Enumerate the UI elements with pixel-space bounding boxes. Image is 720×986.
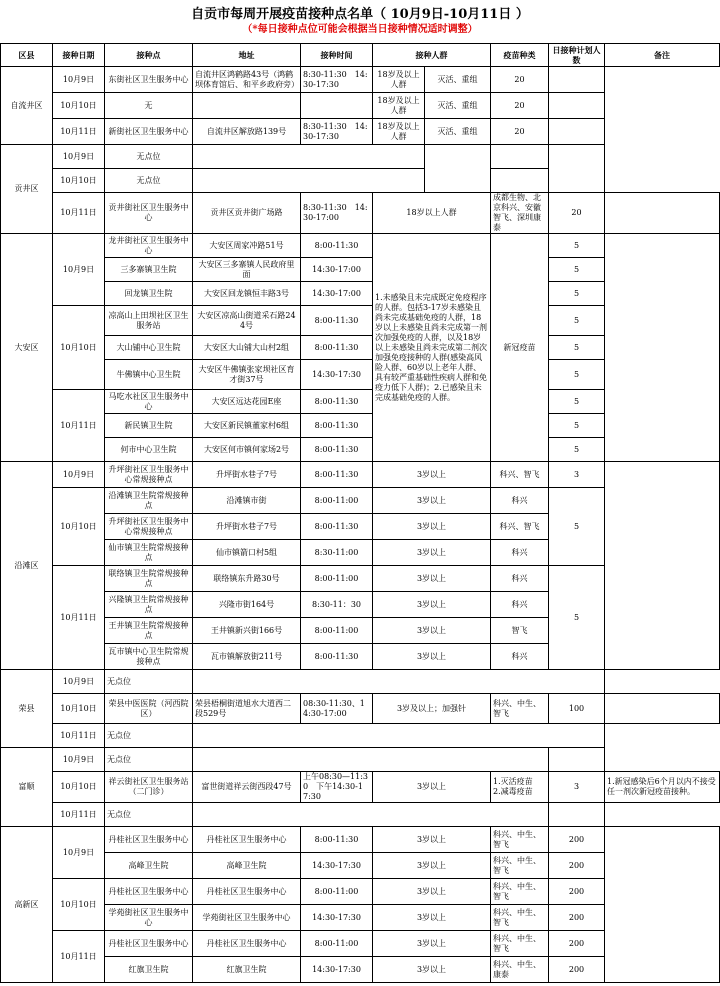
table-cell: 10月11日 bbox=[53, 193, 105, 234]
page-header bbox=[0, 0, 720, 37]
table-cell: 王井镇卫生院常规接种点 bbox=[105, 618, 193, 644]
table-cell: 大安区凉高山街道采石路244号 bbox=[193, 306, 301, 336]
table-cell: 20 bbox=[491, 67, 549, 93]
table-row bbox=[1, 145, 720, 169]
table-row bbox=[1, 803, 720, 827]
table-cell: 科兴 bbox=[491, 592, 549, 618]
table-cell: 大安区周家冲路51号 bbox=[193, 234, 301, 258]
table-cell: 10月9日 bbox=[53, 670, 105, 694]
table-cell: 3岁以上 bbox=[373, 772, 491, 803]
table-cell: 大安区三多寨镇人民政府里面 bbox=[193, 258, 301, 282]
table-row bbox=[1, 234, 720, 258]
table-row bbox=[1, 670, 720, 694]
table-cell: 18岁及以上人群 bbox=[373, 67, 425, 93]
table-cell bbox=[549, 145, 605, 193]
table-cell: 王井镇新兴街166号 bbox=[193, 618, 301, 644]
table-cell: 8:00-11:00 bbox=[301, 566, 373, 592]
table-cell: 8:00-11:00 bbox=[301, 879, 373, 905]
table-cell: 沿滩镇市街 bbox=[193, 488, 301, 514]
page-subtitle: （*每日接种点位可能会根据当日接种情况适时调整） bbox=[242, 24, 478, 35]
table-cell: 升坪街社区卫生服务中心常规接种点 bbox=[105, 514, 193, 540]
table-cell: 8:00-11:30 bbox=[301, 462, 373, 488]
table-cell: 200 bbox=[549, 879, 605, 905]
table-cell: 5 bbox=[549, 258, 605, 282]
table-cell: 瓦市镇解放街211号 bbox=[193, 644, 301, 670]
table-cell bbox=[193, 803, 549, 827]
table-cell: 20 bbox=[549, 193, 605, 234]
table-cell: 8:30-11：30 bbox=[301, 592, 373, 618]
table-cell: 1.新冠感染后6个月以内不接受任一剂次新冠疫苗接种。 bbox=[605, 772, 720, 803]
table-cell bbox=[301, 93, 373, 119]
table-cell: 3岁以上 bbox=[373, 566, 491, 592]
table-cell: 10月10日 bbox=[53, 772, 105, 803]
table-cell: 丹桂社区卫生服务中心 bbox=[193, 879, 301, 905]
table-cell: 3岁以上 bbox=[373, 853, 491, 879]
table-cell: 3 bbox=[549, 462, 605, 488]
table-cell: 5 bbox=[549, 438, 605, 462]
table-cell: 荣县梧桐街道旭水大道西二段529号 bbox=[193, 694, 301, 724]
table-cell: 3岁以上 bbox=[373, 592, 491, 618]
table-cell: 200 bbox=[549, 905, 605, 931]
table-cell: 3岁以上 bbox=[373, 957, 491, 983]
table-cell: 200 bbox=[549, 957, 605, 983]
table-cell: 10月11日 bbox=[53, 931, 105, 983]
table-row bbox=[1, 748, 720, 772]
table-body bbox=[1, 67, 720, 983]
table-cell: 灭活、重组 bbox=[425, 119, 491, 145]
table-cell: 10月10日 bbox=[53, 93, 105, 119]
table-cell: 丹桂社区卫生服务中心 bbox=[105, 879, 193, 905]
table-cell: 3岁以上 bbox=[373, 540, 491, 566]
table-cell: 丹桂社区卫生服务中心 bbox=[193, 827, 301, 853]
table-cell bbox=[491, 169, 549, 193]
table-cell: 18岁以上人群 bbox=[373, 193, 491, 234]
table-cell: 无点位 bbox=[105, 748, 193, 772]
table-cell: 高峰卫生院 bbox=[193, 853, 301, 879]
table-cell: 大安区何市镇何家场2号 bbox=[193, 438, 301, 462]
table-cell: 自流井区鸿鹤路43号（鸿鹤坝体育馆后、和平乡政府旁） bbox=[193, 67, 301, 93]
table-cell: 大安区远达花园E座 bbox=[193, 390, 301, 414]
table-cell: 联络镇卫生院常规接种点 bbox=[105, 566, 193, 592]
table-cell: 8:00-11:30 bbox=[301, 234, 373, 258]
table-cell: 科兴、智飞 bbox=[491, 514, 549, 540]
table-cell: 18岁及以上人群 bbox=[373, 119, 425, 145]
table-cell: 10月10日 bbox=[53, 306, 105, 390]
table-cell: 8:30-11:30 14:30-17:30 bbox=[301, 67, 373, 93]
table-cell bbox=[193, 145, 425, 169]
table-cell: 5 bbox=[549, 336, 605, 360]
table-cell: 沿滩镇卫生院常规接种点 bbox=[105, 488, 193, 514]
table-cell: 18岁及以上人群 bbox=[373, 93, 425, 119]
table-cell: 科兴、中生、康泰 bbox=[491, 957, 549, 983]
table-cell: 自流井区 bbox=[1, 67, 53, 145]
table-cell: 升坪街水巷子7号 bbox=[193, 514, 301, 540]
table-cell: 100 bbox=[549, 694, 605, 724]
table-cell: 8:00-11:00 bbox=[301, 931, 373, 957]
table-cell: 上午08:30—11:30 下午14:30-17:30 bbox=[301, 772, 373, 803]
table-cell: 升坪街社区卫生服务中心常规接种点 bbox=[105, 462, 193, 488]
table-cell: 08:30-11:30、14:30-17:00 bbox=[301, 694, 373, 724]
table-cell: 大安区牛佛镇张家坝社区育才街37号 bbox=[193, 360, 301, 390]
table-cell: 无 bbox=[105, 93, 193, 119]
table-cell: 马吃水社区卫生服务中心 bbox=[105, 390, 193, 414]
table-cell: 10月11日 bbox=[53, 566, 105, 670]
table-cell: 8:00-11:30 bbox=[301, 336, 373, 360]
table-cell: 8:00-11:00 bbox=[301, 488, 373, 514]
table-cell: 瓦市镇中心卫生院常规接种点 bbox=[105, 644, 193, 670]
table-cell: 20 bbox=[491, 119, 549, 145]
table-cell: 10月10日 bbox=[53, 488, 105, 566]
header-row bbox=[1, 44, 720, 67]
table-cell: 贡井区贡井街广场路 bbox=[193, 193, 301, 234]
page-title: 自贡市每周开展疫苗接种点名单（ 10月9日-10月11日 ） bbox=[191, 7, 529, 22]
header-daily-quota: 日接种计划人数 bbox=[549, 44, 605, 67]
table-row bbox=[1, 694, 720, 724]
table-cell: 兴隆市街164号 bbox=[193, 592, 301, 618]
table-cell: 3岁以上 bbox=[373, 644, 491, 670]
table-cell bbox=[193, 93, 301, 119]
table-cell: 科兴 bbox=[491, 540, 549, 566]
table-cell: 5 bbox=[549, 390, 605, 414]
table-cell: 3岁以上 bbox=[373, 905, 491, 931]
table-cell: 14:30-17:00 bbox=[301, 258, 373, 282]
table-cell: 5 bbox=[549, 360, 605, 390]
table-cell: 高峰卫生院 bbox=[105, 853, 193, 879]
table-cell bbox=[193, 670, 605, 694]
table-cell: 大山铺中心卫生院 bbox=[105, 336, 193, 360]
header-date: 接种日期 bbox=[53, 44, 105, 67]
table-cell: 5 bbox=[549, 414, 605, 438]
table-cell: 20 bbox=[491, 93, 549, 119]
table-row bbox=[1, 93, 720, 119]
table-cell: 10月10日 bbox=[53, 694, 105, 724]
table-cell: 3岁及以上；加强针 bbox=[373, 694, 491, 724]
table-cell: 无点位 bbox=[105, 670, 193, 694]
table-cell: 科兴 bbox=[491, 644, 549, 670]
header-remarks: 备注 bbox=[605, 44, 720, 67]
table-cell bbox=[605, 827, 720, 983]
table-cell: 兴隆镇卫生院常规接种点 bbox=[105, 592, 193, 618]
table-cell: 14:30-17:30 bbox=[301, 853, 373, 879]
table-cell: 荣县中医医院（河西院区） bbox=[105, 694, 193, 724]
table-cell: 新冠疫苗 bbox=[491, 234, 549, 462]
table-cell: 3岁以上 bbox=[373, 488, 491, 514]
header-population: 接种人群 bbox=[373, 44, 491, 67]
table-cell: 成都生物、北京科兴、安徽智飞、深圳康泰 bbox=[491, 193, 549, 234]
table-cell bbox=[549, 803, 605, 827]
table-cell: 5 bbox=[549, 306, 605, 336]
table-cell: 科兴、中生、智飞 bbox=[491, 694, 549, 724]
table-cell: 科兴 bbox=[491, 566, 549, 592]
table-cell: 凉高山上田坝社区卫生服务站 bbox=[105, 306, 193, 336]
table-cell: 大安区 bbox=[1, 234, 53, 462]
table-cell: 荣县 bbox=[1, 670, 53, 748]
table-cell: 仙市镇卫生院常规接种点 bbox=[105, 540, 193, 566]
table-cell: 10月9日 bbox=[53, 145, 105, 169]
table-cell bbox=[605, 694, 720, 724]
table-cell: 8:00-11:30 bbox=[301, 414, 373, 438]
table-cell: 8:30-11:30 14:30-17:00 bbox=[301, 193, 373, 234]
table-cell: 10月9日 bbox=[53, 827, 105, 879]
table-cell: 10月9日 bbox=[53, 462, 105, 488]
table-row bbox=[1, 724, 720, 748]
table-cell: 大安区新民镇董家村6组 bbox=[193, 414, 301, 438]
table-cell: 祥云街社区卫生服务站（二门诊） bbox=[105, 772, 193, 803]
table-cell: 10月9日 bbox=[53, 67, 105, 93]
table-cell: 10月10日 bbox=[53, 169, 105, 193]
table-cell bbox=[549, 119, 605, 145]
table-cell: 200 bbox=[549, 853, 605, 879]
table-cell bbox=[549, 93, 605, 119]
table-cell: 丹桂社区卫生服务中心 bbox=[105, 827, 193, 853]
table-row bbox=[1, 193, 720, 234]
table-cell: 科兴、中生、智飞 bbox=[491, 931, 549, 957]
table-cell: 科兴、中生、智飞 bbox=[491, 905, 549, 931]
table-row bbox=[1, 462, 720, 488]
table-cell: 3岁以上 bbox=[373, 879, 491, 905]
header-site: 接种点 bbox=[105, 44, 193, 67]
table-cell: 东街社区卫生服务中心 bbox=[105, 67, 193, 93]
header-district: 区县 bbox=[1, 44, 53, 67]
table-cell bbox=[605, 193, 720, 234]
table-cell: 3岁以上 bbox=[373, 462, 491, 488]
table-cell: 5 bbox=[549, 234, 605, 258]
table-cell: 1.灭活疫苗 2.减毒疫苗 bbox=[491, 772, 549, 803]
table-cell: 红旗卫生院 bbox=[105, 957, 193, 983]
table-cell: 科兴 bbox=[491, 488, 549, 514]
table-cell: 大安区大山铺大山村2组 bbox=[193, 336, 301, 360]
table-cell: 新街社区卫生服务中心 bbox=[105, 119, 193, 145]
table-cell: 升坪街水巷子7号 bbox=[193, 462, 301, 488]
table-cell: 14:30-17:30 bbox=[301, 360, 373, 390]
table-cell: 何市中心卫生院 bbox=[105, 438, 193, 462]
table-cell: 龙井街社区卫生服务中心 bbox=[105, 234, 193, 258]
table-cell: 红旗卫生院 bbox=[193, 957, 301, 983]
table-cell bbox=[549, 748, 605, 772]
table-cell: 8:30-11:00 bbox=[301, 540, 373, 566]
table-cell: 科兴、中生、智飞 bbox=[491, 853, 549, 879]
table-cell: 8:00-11:00 bbox=[301, 618, 373, 644]
table-cell: 3岁以上 bbox=[373, 931, 491, 957]
table-cell: 无点位 bbox=[105, 803, 193, 827]
table-cell: 5 bbox=[549, 488, 605, 566]
table-cell: 仙市镇箭口村5组 bbox=[193, 540, 301, 566]
table-cell: 3岁以上 bbox=[373, 827, 491, 853]
table-cell: 无点位 bbox=[105, 724, 193, 748]
table-cell: 三多寨镇卫生院 bbox=[105, 258, 193, 282]
table-cell: 10月11日 bbox=[53, 724, 105, 748]
table-row bbox=[1, 67, 720, 93]
table-cell: 8:00-11:30 bbox=[301, 644, 373, 670]
table-cell: 丹桂社区卫生服务中心 bbox=[105, 931, 193, 957]
table-cell: 8:00-11:30 bbox=[301, 514, 373, 540]
table-cell: 1.未感染且未完成既定免疫程序的人群。包括3-17岁未感染且尚未完成基础免疫的人群，18岁以上未感染且尚未完成第一剂次加强免疫的人群，以及18岁以上未感染且尚未完成第二剂次加强免疫接种的人群(感染高风险人群、60岁以上老年人群、具有较严重基础性疾病人群和免疫力低下人群)；2.已感染且未完成基础免疫的人群。 bbox=[373, 234, 491, 462]
table-cell: 富世街道祥云街西段47号 bbox=[193, 772, 301, 803]
table-cell bbox=[193, 748, 549, 772]
table-cell: 8:00-11:30 bbox=[301, 390, 373, 414]
table-cell: 富顺 bbox=[1, 748, 53, 827]
table-cell: 8:30-11:30 14:30-17:30 bbox=[301, 119, 373, 145]
table-cell: 无点位 bbox=[105, 169, 193, 193]
table-cell: 3 bbox=[549, 772, 605, 803]
header-address: 地址 bbox=[193, 44, 301, 67]
table-cell: 牛佛镇中心卫生院 bbox=[105, 360, 193, 390]
table-cell: 新民镇卫生院 bbox=[105, 414, 193, 438]
table-cell: 10月11日 bbox=[53, 119, 105, 145]
table-cell bbox=[549, 67, 605, 93]
table-cell: 8:00-11:30 bbox=[301, 306, 373, 336]
table-row bbox=[1, 169, 720, 193]
table-cell: 回龙镇卫生院 bbox=[105, 282, 193, 306]
table-cell bbox=[605, 234, 720, 462]
header-time: 接种时间 bbox=[301, 44, 373, 67]
table-cell bbox=[605, 462, 720, 670]
table-cell: 科兴、中生、智飞 bbox=[491, 827, 549, 853]
table-cell bbox=[491, 145, 549, 169]
table-cell: 200 bbox=[549, 931, 605, 957]
table-cell: 丹桂社区卫生服务中心 bbox=[193, 931, 301, 957]
table-cell: 10月10日 bbox=[53, 879, 105, 931]
table-cell: 科兴、中生、智飞 bbox=[491, 879, 549, 905]
table-cell: 8:00-11:30 bbox=[301, 438, 373, 462]
table-cell: 3岁以上 bbox=[373, 514, 491, 540]
table-cell: 10月9日 bbox=[53, 234, 105, 306]
table-cell: 200 bbox=[549, 827, 605, 853]
table-cell bbox=[425, 145, 491, 193]
table-cell: 科兴、智飞 bbox=[491, 462, 549, 488]
table-cell: 10月11日 bbox=[53, 390, 105, 462]
table-cell: 智飞 bbox=[491, 618, 549, 644]
table-cell: 14:30-17:30 bbox=[301, 905, 373, 931]
table-cell: 3岁以上 bbox=[373, 618, 491, 644]
table-cell: 无点位 bbox=[105, 145, 193, 169]
table-cell: 14:30-17:30 bbox=[301, 957, 373, 983]
table-cell: 14:30-17:00 bbox=[301, 282, 373, 306]
header-vaccine-type: 疫苗种类 bbox=[491, 44, 549, 67]
table-cell: 5 bbox=[549, 566, 605, 670]
table-row bbox=[1, 827, 720, 853]
table-cell: 大安区回龙镇恒丰路3号 bbox=[193, 282, 301, 306]
table-cell: 学苑街社区卫生服务中心 bbox=[193, 905, 301, 931]
table-cell: 学苑街社区卫生服务中心 bbox=[105, 905, 193, 931]
table-cell: 高新区 bbox=[1, 827, 53, 983]
table-cell: 联络镇东升路30号 bbox=[193, 566, 301, 592]
table-cell: 贡井街社区卫生服务中心 bbox=[105, 193, 193, 234]
table-cell bbox=[193, 169, 425, 193]
table-cell: 5 bbox=[549, 282, 605, 306]
table-row bbox=[1, 119, 720, 145]
table-cell: 灭活、重组 bbox=[425, 67, 491, 93]
table-cell: 灭活、重组 bbox=[425, 93, 491, 119]
table-cell: 10月11日 bbox=[53, 803, 105, 827]
table-cell: 自流井区解放路139号 bbox=[193, 119, 301, 145]
table-cell: 10月9日 bbox=[53, 748, 105, 772]
table-cell: 贡井区 bbox=[1, 145, 53, 234]
table-cell: 8:00-11:30 bbox=[301, 827, 373, 853]
vaccination-schedule-table bbox=[0, 43, 720, 983]
table-cell: 沿滩区 bbox=[1, 462, 53, 670]
table-row bbox=[1, 772, 720, 803]
table-cell bbox=[193, 724, 605, 748]
